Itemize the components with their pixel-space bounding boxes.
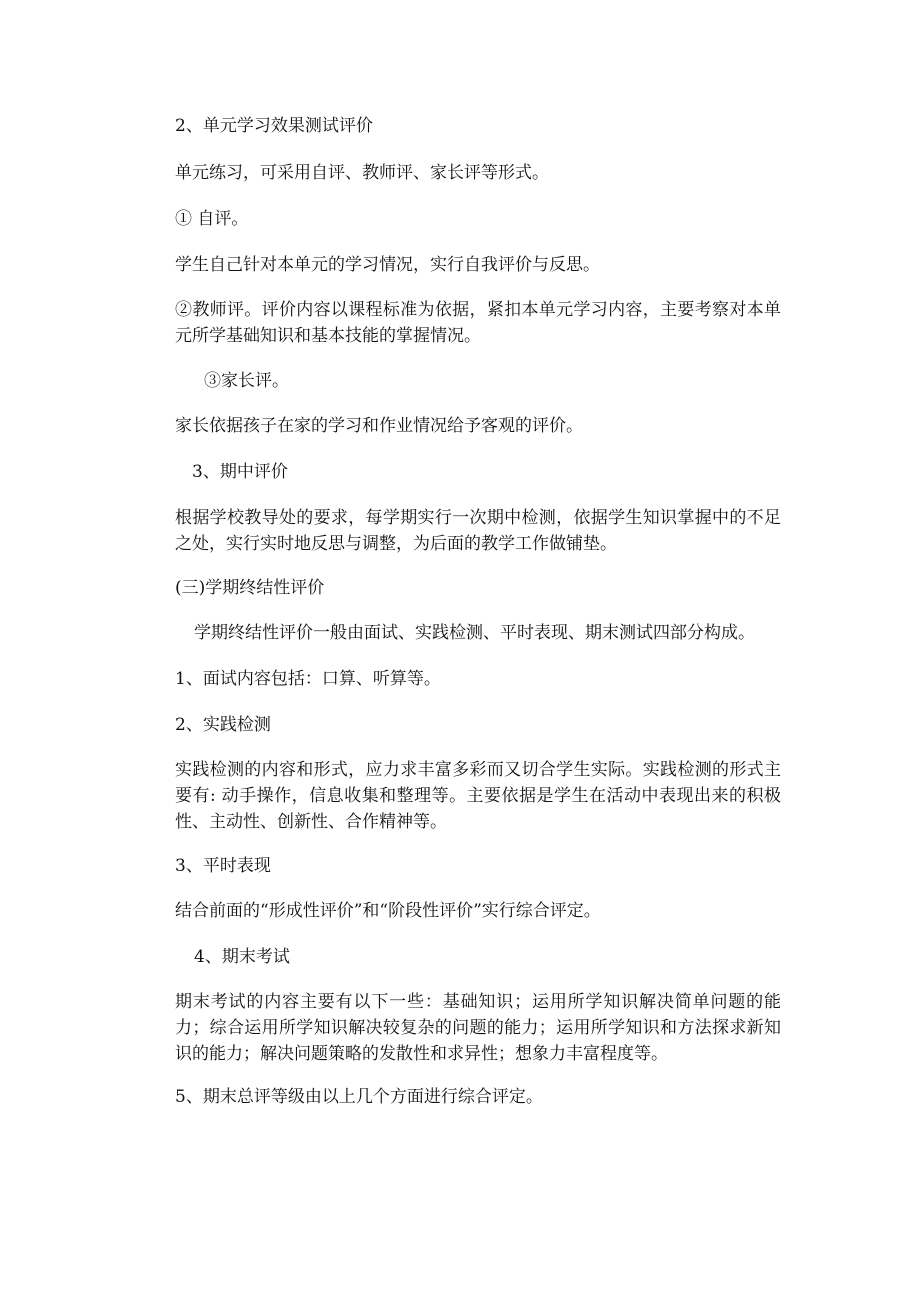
heading-term-summative-evaluation: (三)学期终结性评价 [175,578,325,598]
paragraph-self-evaluation: 学生自己针对本单元的学习情况，实行自我评价与反思。 [175,255,600,275]
paragraph-parent-evaluation: 家长依据孩子在家的学习和作业情况给予客观的评价。 [175,416,583,436]
heading-practice-test: 2、实践检测 [175,715,271,735]
heading-midterm-evaluation: 3、期中评价 [192,462,288,482]
paragraph-term-summative-evaluation: 学期终结性评价一般由面试、实践检测、平时表现、期末测试四部分构成。 [194,623,755,643]
paragraph-teacher-evaluation: ②教师评。评价内容以课程标准为依据，紧扣本单元学习内容，主要考察对本单元所学基础知识和基本技能的掌握情况。 [175,300,781,346]
item-self-evaluation: ① 自评。 [175,209,249,229]
item-parent-evaluation: ③家长评。 [204,371,289,391]
paragraph-daily-performance: 结合前面的“形成性评价”和“阶段性评价”实行综合评定。 [175,901,601,921]
item-final-overall-rating: 5、期末总评等级由以上几个方面进行综合评定。 [175,1087,543,1107]
heading-daily-performance: 3、平时表现 [175,856,271,876]
heading-final-exam: 4、期末考试 [194,947,290,967]
paragraph-midterm-evaluation: 根据学校教导处的要求，每学期实行一次期中检测，依据学生知识掌握中的不足之处，实行实时地反思与调整，为后面的教学工作做铺垫。 [175,508,781,554]
paragraph-practice-test: 实践检测的内容和形式，应力求丰富多彩而又切合学生实际。实践检测的形式主要有: 动手操作，信息收集和整理等。主要依据是学生在活动中表现出来的积极性、主动性、创新性、合作精神等。 [175,760,781,832]
paragraph-final-exam: 期末考试的内容主要有以下一些：基础知识；运用所学知识解决简单问题的能力；综合运用所学知识解决较复杂的问题的能力；运用所学知识和方法探求新知识的能力；解决问题策略的发散性和求异性；想象力丰富程度等。 [175,992,781,1064]
paragraph-unit-practice: 单元练习，可采用自评、教师评、家长评等形式。 [175,163,549,183]
item-interview-content: 1、面试内容包括：口算、听算等。 [175,669,441,689]
heading-unit-test-evaluation: 2、单元学习效果测试评价 [175,116,373,136]
